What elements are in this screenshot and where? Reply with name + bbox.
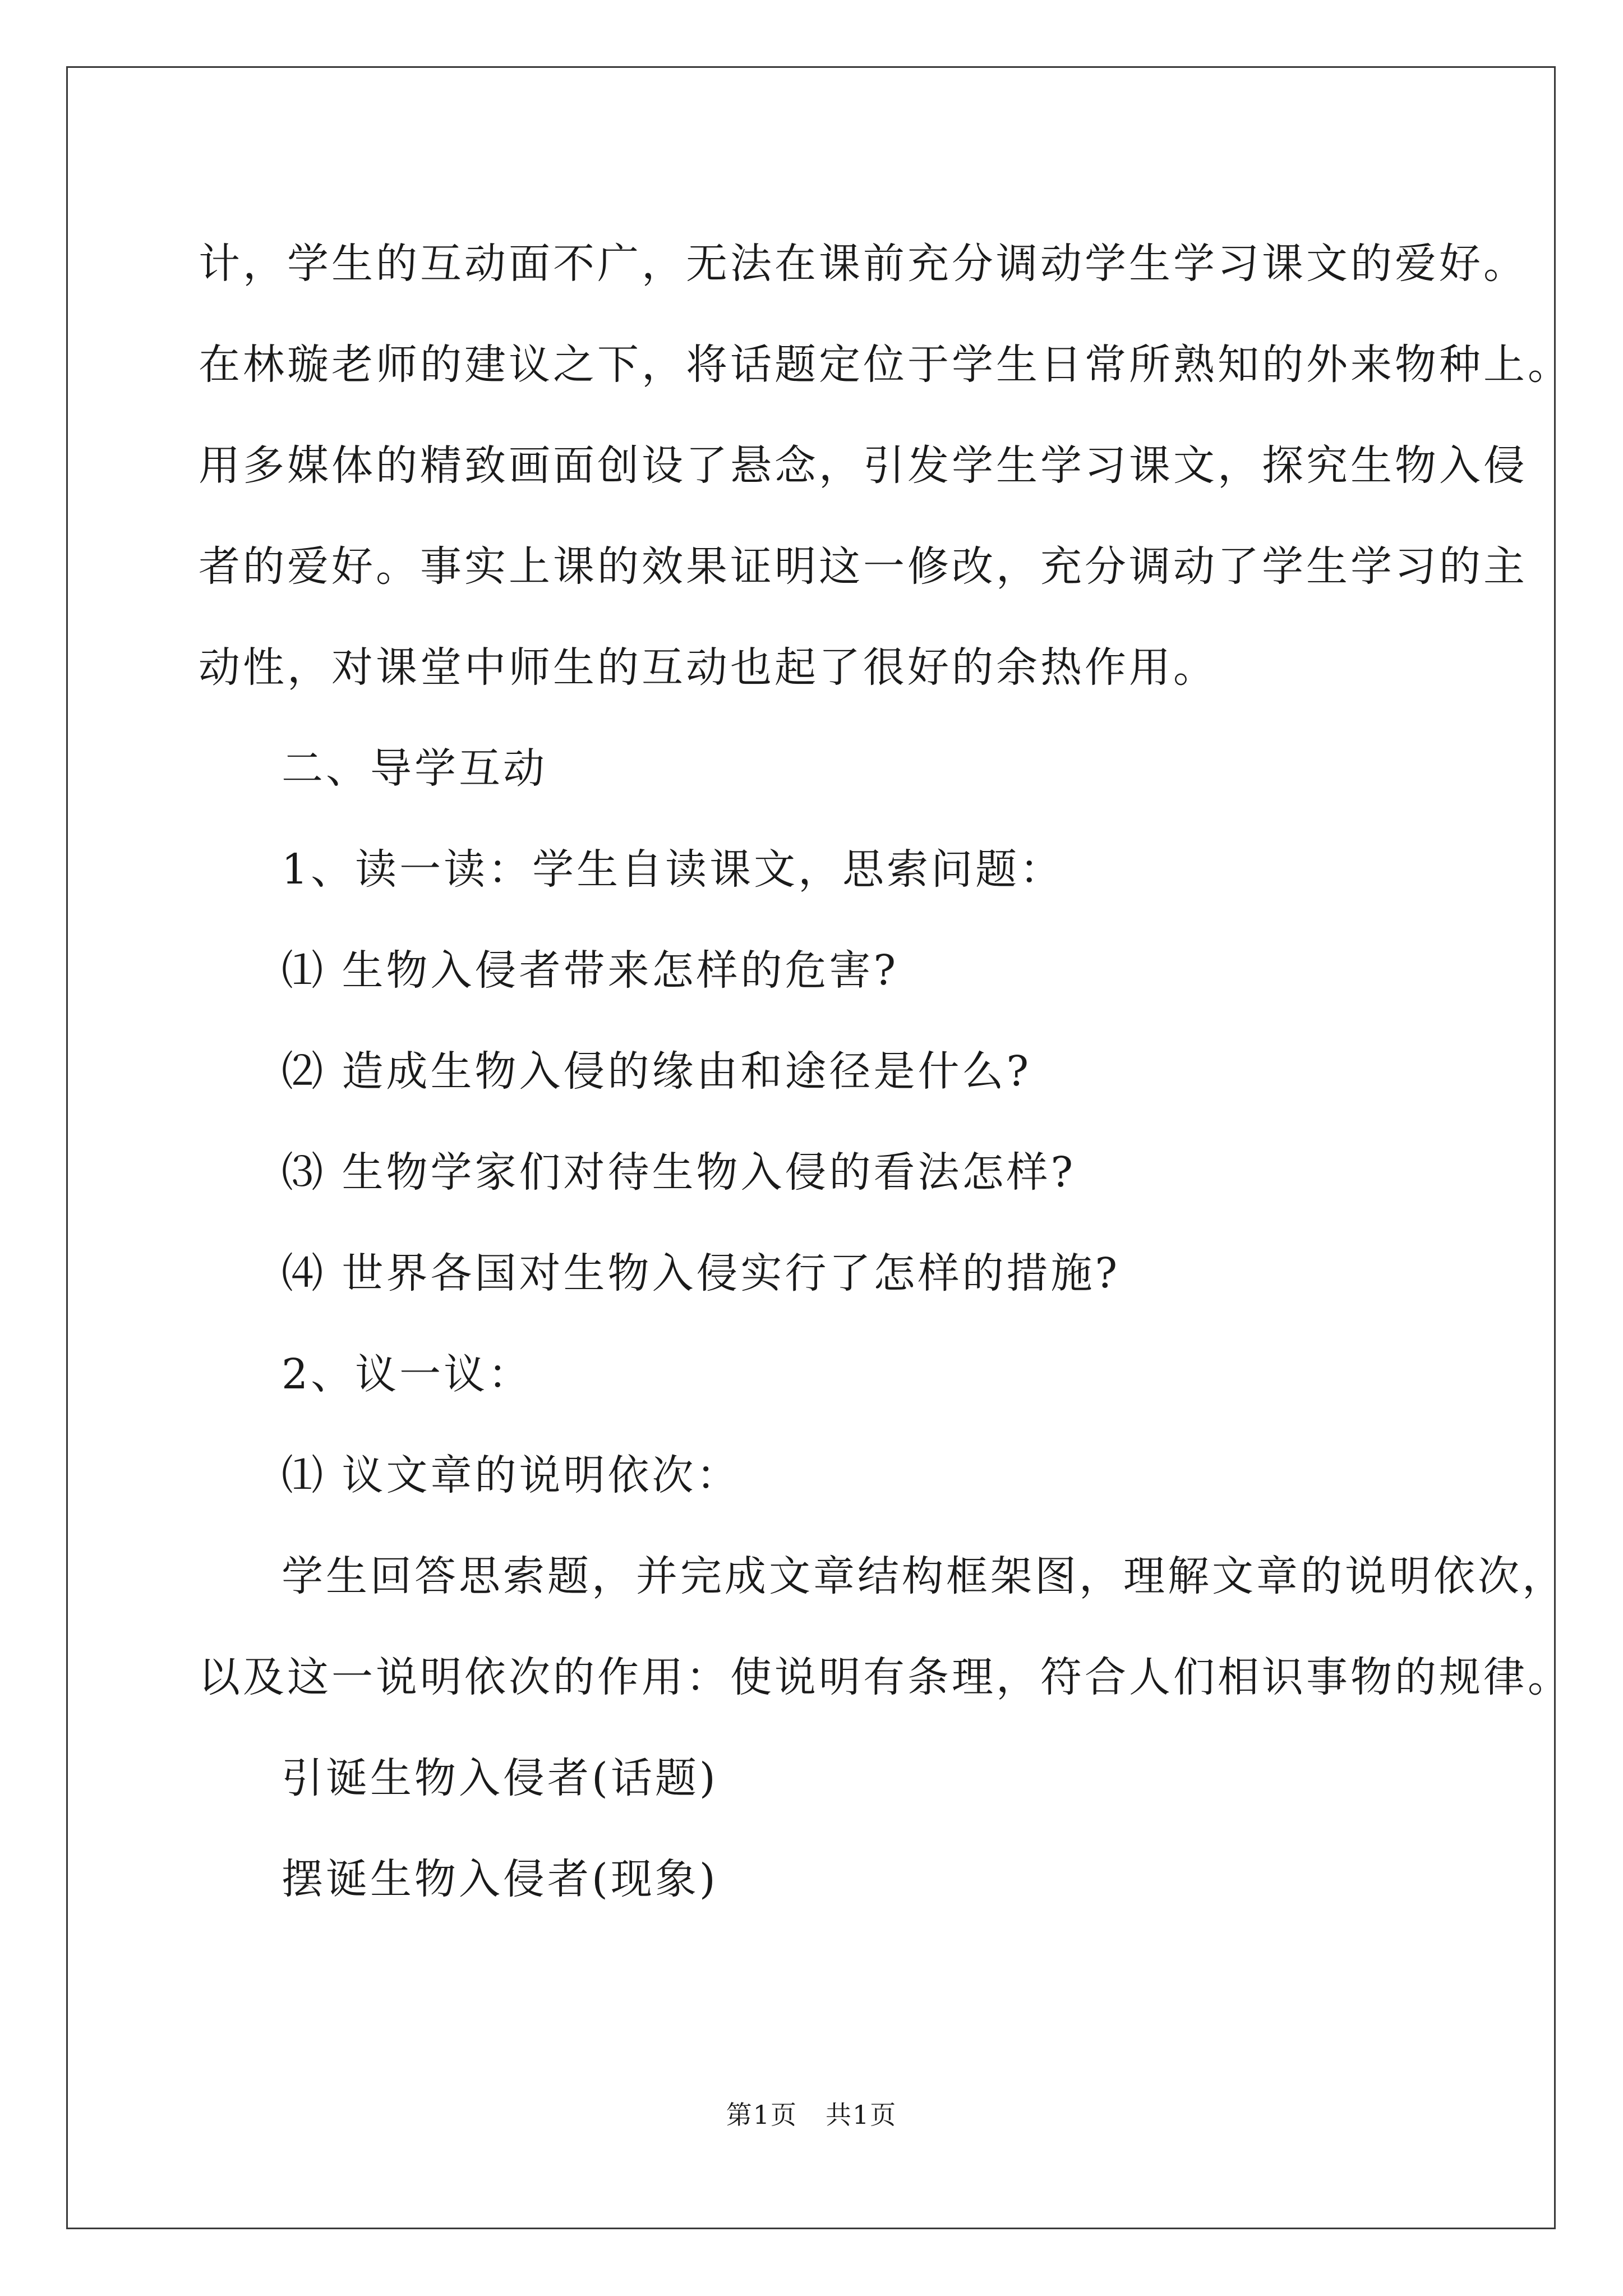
text-line: 在林璇老师的建议之下，将话题定位于学生日常所熟知的外来物种上。 — [199, 341, 1572, 389]
text-line: 摆诞生物入侵者(现象) — [282, 1855, 718, 1903]
text-line: 2、议一议： — [282, 1350, 533, 1398]
text-line: 动性，对课堂中师生的互动也起了很好的余热作用。 — [199, 643, 1218, 692]
page-total: 共1页 — [826, 2100, 897, 2130]
question-item: ⑴ 生物入侵者带来怎样的危害? — [282, 946, 899, 995]
document-body — [199, 213, 1572, 1930]
text-line: 1、读一读：学生自读课文，思索问题： — [282, 845, 1064, 894]
text-line: 计，学生的互动面不广，无法在课前充分调动学生学习课文的爱好。 — [199, 240, 1528, 288]
question-item: ⑵ 造成生物入侵的缘由和途径是什么? — [282, 1047, 1032, 1096]
text-line: 引诞生物入侵者(话题) — [282, 1754, 718, 1802]
section-heading: 二、导学互动 — [282, 744, 547, 793]
text-line: 者的爱好。事实上课的效果证明这一修改，充分调动了学生学习的主 — [199, 542, 1528, 591]
question-item: ⑷ 世界各国对生物入侵实行了怎样的措施? — [282, 1249, 1121, 1297]
text-line: 以及这一说明依次的作用：使说明有条理，符合人们相识事物的规律。 — [199, 1653, 1572, 1701]
text-line: 学生回答思索题，并完成文章结构框架图，理解文章的说明依次， — [282, 1552, 1566, 1600]
page-number: 第1页 — [726, 2100, 797, 2130]
text-line: 用多媒体的精致画面创设了悬念，引发学生学习课文，探究生物入侵 — [199, 441, 1528, 490]
page-footer — [0, 2098, 1623, 2132]
text-line: ⑴ 议文章的说明依次： — [282, 1451, 741, 1499]
question-item: ⑶ 生物学家们对待生物入侵的看法怎样? — [282, 1148, 1076, 1197]
